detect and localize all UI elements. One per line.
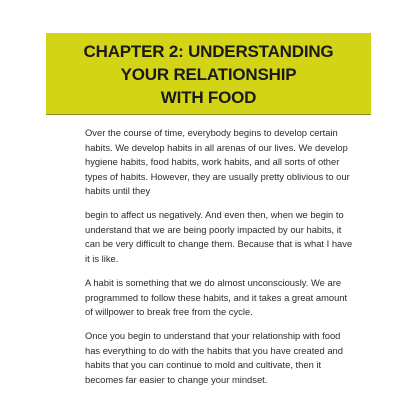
body-paragraph-2 [85, 208, 385, 266]
text-line: programmed to follow these habits, and it takes a great amount [85, 291, 348, 303]
body-paragraph-4 [85, 329, 385, 387]
text-line: can be very difficult to change them. Because that is what I have [85, 238, 353, 250]
text-line: of willpower to break free from the cycle. [85, 306, 253, 318]
text-line: types of habits. However, they are usually pretty oblivious to our [85, 170, 350, 182]
text-line: habits until they [85, 185, 151, 197]
text-line: habits that you can continue to mold and cultivate, then it [85, 359, 322, 371]
text-line: begin to affect us negatively. And even then, when we begin to [85, 209, 344, 220]
body-paragraph-3 [85, 276, 385, 320]
text-line: Once you begin to understand that your relationship with food [85, 330, 341, 341]
text-line: understand that we are being poorly impacted by our habits, it [85, 223, 342, 235]
chapter-title-line-2: YOUR RELATIONSHIP [120, 65, 297, 84]
text-line: Over the course of time, everybody begins to develop certain [85, 127, 338, 138]
text-line: habits. We develop habits in all arenas of our lives. We develop [85, 141, 348, 153]
text-line: becomes far easier to change your mindset. [85, 373, 268, 385]
chapter-title-banner [46, 33, 371, 115]
chapter-title-line-1: CHAPTER 2: UNDERSTANDING [83, 42, 334, 61]
text-line: it is like. [85, 252, 119, 264]
text-line: has everything to do with the habits that you have created and [85, 344, 343, 356]
body-paragraph-1 [85, 126, 385, 199]
text-line: hygiene habits, food habits, work habits, and all sorts of other [85, 156, 340, 168]
text-line: A habit is something that we do almost unconsciously. We are [85, 277, 342, 288]
chapter-title-line-3: WITH FOOD [160, 88, 257, 107]
